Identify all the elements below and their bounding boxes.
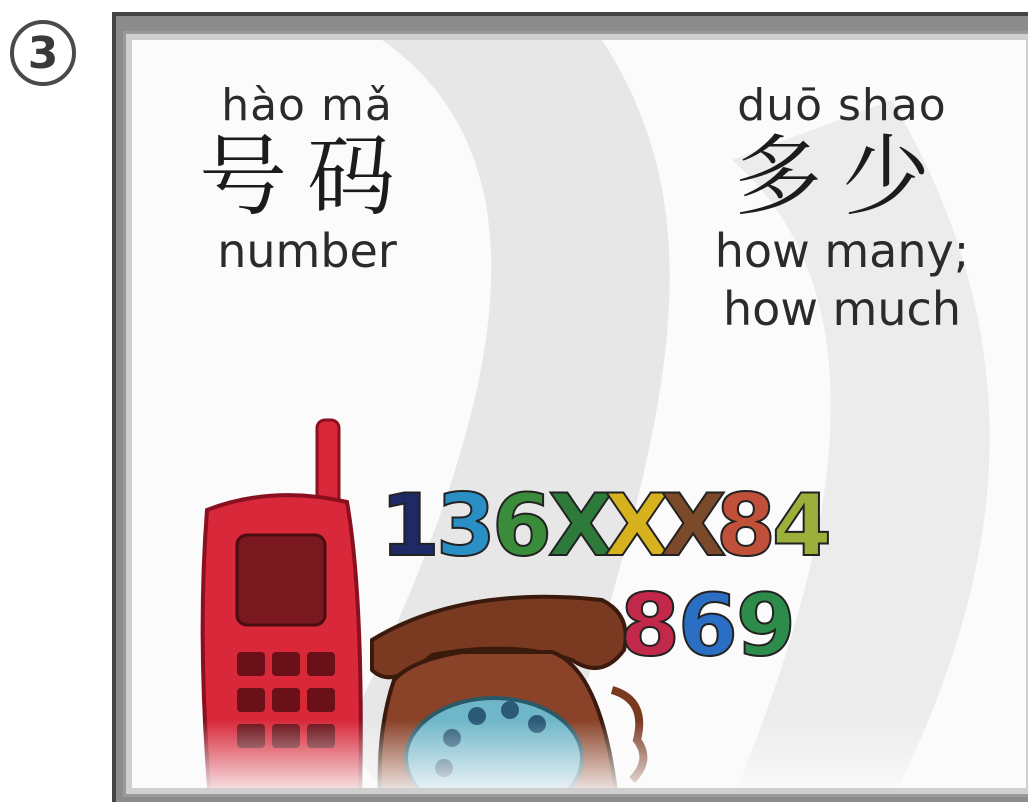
hanzi-duo-shao: 多少: [733, 125, 950, 228]
phones-illustration: [132, 40, 1028, 794]
digit-line1-3: X: [548, 476, 615, 576]
card-panel: [126, 34, 1028, 794]
digit-line1-4: X: [604, 476, 671, 576]
vocabulary-card: [112, 12, 1028, 802]
digit-line1-2: 6: [492, 476, 552, 576]
digit-line1-6: 8: [716, 476, 776, 576]
item-number: 3: [27, 27, 59, 79]
meaning-how-much: how much: [723, 281, 961, 336]
digit-line2-1: 6: [678, 576, 738, 676]
phone-number-line2: [620, 576, 796, 676]
digit-line1-0: 1: [380, 476, 440, 576]
digit-line1-1: 3: [436, 476, 496, 576]
item-number-badge: [10, 20, 76, 86]
digit-line2-0: 8: [620, 576, 680, 676]
digit-line1-7: 4: [772, 476, 832, 576]
phone-number-line1: [380, 476, 832, 576]
hanzi-hao-ma: 号码: [198, 125, 415, 228]
pinyin-hao-ma: hào mǎ: [221, 80, 393, 131]
meaning-how-many: how many;: [714, 224, 970, 279]
pinyin-duo-shao: duō shao: [737, 80, 947, 131]
meaning-number: number: [217, 224, 397, 279]
digit-line2-2: 9: [736, 576, 796, 676]
digit-line1-5: X: [660, 476, 727, 576]
